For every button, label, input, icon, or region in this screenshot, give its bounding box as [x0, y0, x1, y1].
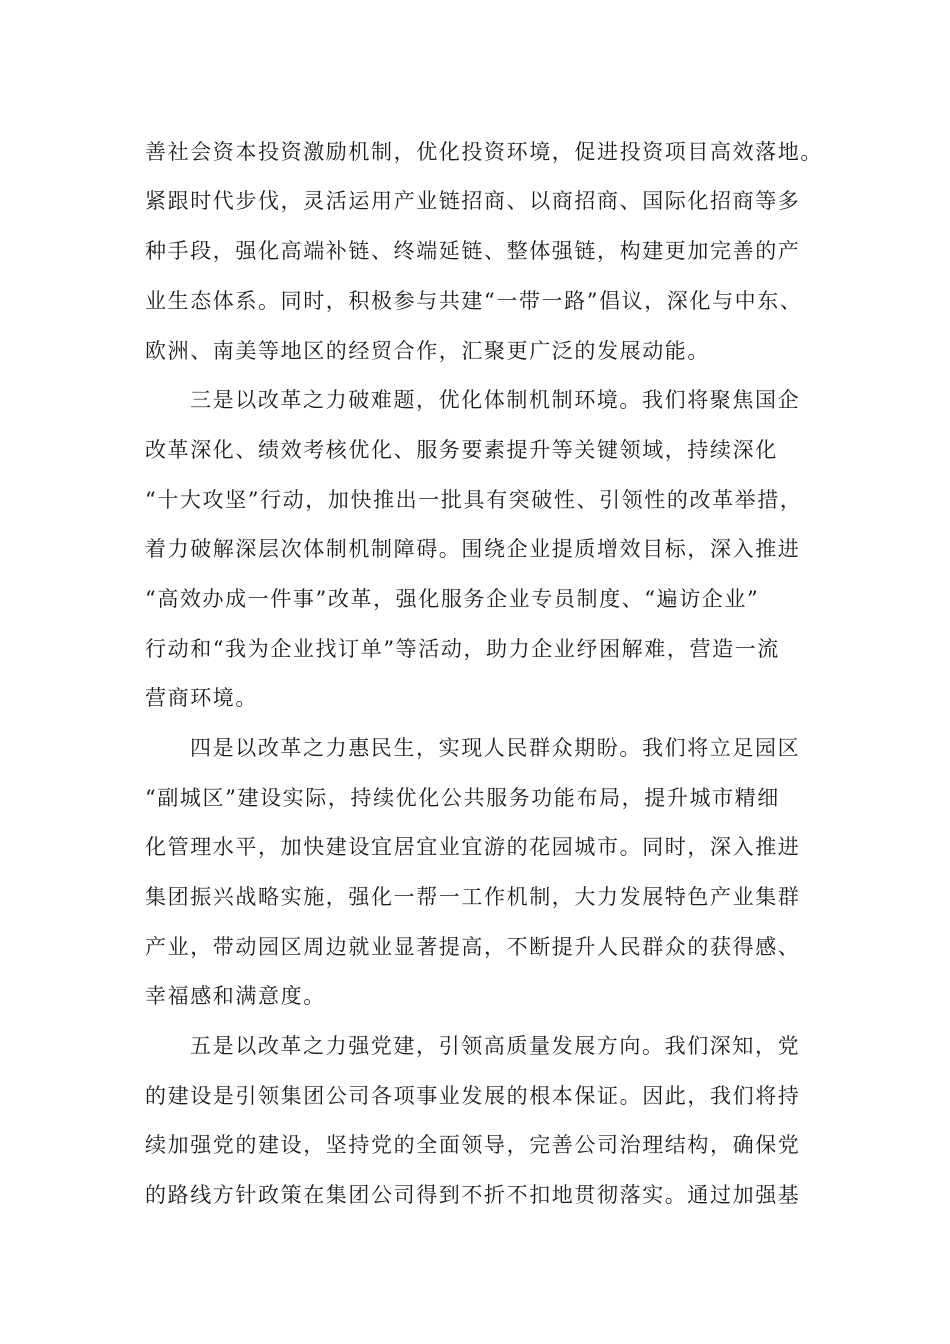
text-line: 营商环境。: [145, 686, 258, 710]
text-line: 三是以改革之力破难题，优化体制机制环境。我们将聚焦国企: [190, 388, 801, 412]
text-line: 产业，带动园区周边就业显著提高，不断提升人民群众的获得感、: [145, 935, 801, 959]
text-line: 着力破解深层次体制机制障碍。围绕企业提质增效目标，深入推进: [145, 537, 801, 561]
text-line: 善社会资本投资激励机制，优化投资环境，促进投资项目高效落地。: [145, 140, 823, 164]
text-line: 幸福感和满意度。: [145, 984, 326, 1008]
text-line: 四是以改革之力惠民生，实现人民群众期盼。我们将立足园区: [190, 736, 801, 760]
text-line: 种手段，强化高端补链、终端延链、整体强链，构建更加完善的产: [145, 239, 801, 263]
text-line: 的建设是引领集团公司各项事业发展的根本保证。因此，我们将持: [145, 1084, 801, 1108]
text-line: 改革深化、绩效考核优化、服务要素提升等关键领域，持续深化: [145, 438, 778, 462]
text-line: 行动和“我为企业找订单”等活动，助力企业纾困解难，营造一流: [145, 637, 780, 661]
text-line: 化管理水平，加快建设宜居宜业宜游的花园城市。同时，深入推进: [145, 835, 801, 859]
text-line: 集团振兴战略实施，强化一帮一工作机制，大力发展特色产业集群: [145, 885, 801, 909]
text-line: 业生态体系。同时，积极参与共建“一带一路”倡议，深化与中东、: [145, 289, 803, 313]
text-line: 欧洲、南美等地区的经贸合作，汇聚更广泛的发展动能。: [145, 339, 710, 363]
text-line: 五是以改革之力强党建，引领高质量发展方向。我们深知，党: [190, 1034, 801, 1058]
text-line: “高效办成一件事”改革，强化服务企业专员制度、“遍访企业”: [145, 587, 760, 611]
text-line: “副城区”建设实际，持续优化公共服务功能布局，提升城市精细: [145, 786, 780, 810]
text-line: 紧跟时代步伐，灵活运用产业链招商、以商招商、国际化招商等多: [145, 189, 801, 213]
text-line: 的路线方针政策在集团公司得到不折不扣地贯彻落实。通过加强基: [145, 1183, 801, 1207]
text-line: 续加强党的建设，坚持党的全面领导，完善公司治理结构，确保党: [145, 1133, 801, 1157]
text-line: “十大攻坚”行动，加快推出一批具有突破性、引领性的改革举措，: [145, 488, 803, 512]
